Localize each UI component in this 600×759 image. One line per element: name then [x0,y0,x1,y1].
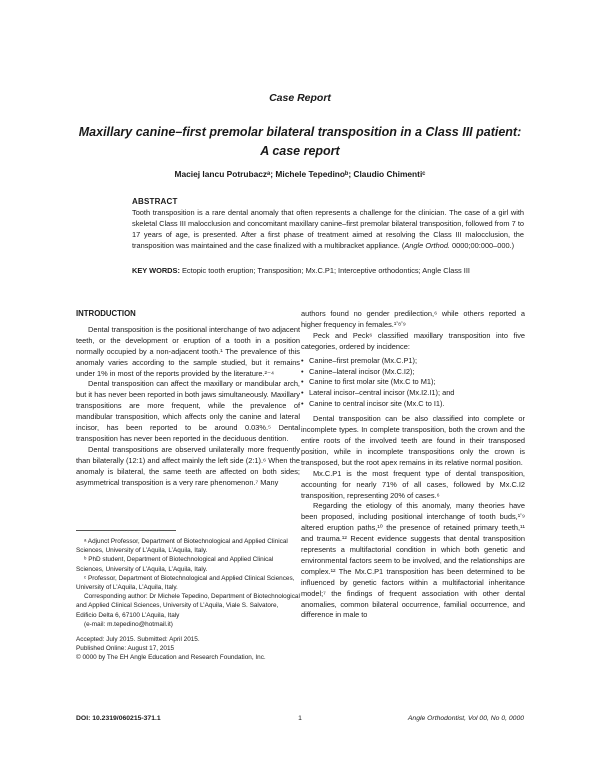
page-number: 1 [298,715,302,722]
doi: DOI: 10.2319/060215-371.1 [76,715,161,722]
list-item: • Canine to first molar site (Mx.C to M1); [301,377,525,388]
keywords [132,265,524,276]
abstract [132,196,524,251]
title-line-1: Maxillary canine–first premolar bilateral transposition in a Class III patient: [78,125,522,139]
list-item: • Canine–first premolar (Mx.C.P1); [301,356,525,367]
right-paragraph-4: Mx.C.P1 is the most frequent type of dental transposition, accounting for nearly 71% of all cases, followed by Mx.C.I2 transposition, representing 20% of cases.⁶ [301,468,525,500]
author-email: (e-mail: m.tepedino@hotmail.it) [84,620,173,628]
intro-paragraph-3: Dental transpositions are observed unilaterally more frequently than bilaterally (12:1) and affect mainly the left side (2:1).⁶ When the anomaly is bilateral, the same teeth are affected on both sides; asymmetrical transposition is a very rare phenomenon.⁷ Many [76,444,300,487]
right-paragraph-5: Regarding the etiology of this anomaly, many theories have been proposed, including positional interchange of tooth buds,¹ʼ⁹ altered eruption paths,¹⁰ the presence of retained primary teeth,¹¹ and trauma.¹² Recent evidence suggests that dental transposition represents a multifactorial condition in which both genetic and environmental factors seem to be involved, and the relationships are complex.¹² The Mx.C.P1 transposition has been determined to be influenced by genetic factors within a multifactorial inheritance model;⁷ the findings of frequent association with other dental anomalies, common bilateral occurrence, familial occurrence, and difference in male to [301,501,525,620]
left-column [76,309,300,489]
journal-citation: Angle Orthodontist, Vol 00, No 0, 0000 [407,715,524,722]
intro-paragraph-1: Dental transposition is the positional interchange of two adjacent teeth, or the development or eruption of a tooth in a position normally occupied by a non-adjacent tooth.¹ The prevalence of this anomaly varies according to the sample studied, but it remains under 1% in most of the reports provided by the literature.²⁻⁴ [76,324,300,378]
introduction-heading: INTRODUCTION [76,309,136,318]
published-date: Published Online: August 17, 2015 [76,645,175,653]
section-label: Case Report [269,92,331,104]
accepted-date: Accepted: July 2015. Submitted: April 2015. [76,636,200,644]
intro-paragraph-2: Dental transposition can affect the maxillary or mandibular arch, but it has never been reported in both jaws simultaneously. Maxillary transpositions are more frequent, while the prevalence of mandibular transposition, which affects only the canine and lateral incisor, has been reported to be around 0.03%.⁵ Dental transposition has never been reported in the deciduous dentition. [76,379,300,443]
footnote-divider [76,530,176,531]
right-column [301,309,525,621]
right-paragraph-3: Dental transposition can be also classified into complete or incomplete types. In complete transposition, both the crown and the entire roots of the involved teeth are found in their transposed position, while in incomplete transpositions only the crown is transposed, but the root apex remains in its relative normal position. [301,414,525,467]
corresponding-author: Corresponding author: Dr Michele Tepedino, Department of Biotechnological and Applied Clinical Sciences, University of L’Aquila, Viale S. Salvatore, Edificio Delta 6, 67100 L’Aquila, Italy [76,593,300,619]
right-paragraph-2: Peck and Peck⁶ classified maxillary transposition into five categories, ordered by incidence: [301,330,525,351]
list-item: • Lateral incisor–central incisor (Mx.I2.I1); and [301,388,525,399]
keywords-text: Ectopic tooth eruption; Transposition; Mx.C.P1; Interceptive orthodontics; Angle Class III [179,266,470,275]
footnote-a: ᵃ Adjunct Professor, Department of Biotechnological and Applied Clinical Sciences, University of L’Aquila, L’Aquila, Italy. [76,538,288,555]
abstract-journal-ref: Angle Orthod. [404,241,450,250]
keywords-label: KEY WORDS: [132,266,180,275]
author-list: Maciej Iancu Potrubaczᵃ; Michele Tepedinoᵇ; Claudio Chimentiᶜ [174,169,426,179]
copyright: © 0000 by The EH Angle Education and Research Foundation, Inc. [76,654,266,662]
footnote-c: ᶜ Professor, Department of Biotechnological and Applied Clinical Sciences, University of L’Aquila, L’Aquila, Italy. [76,574,295,592]
footnote-b: ᵇ PhD student, Department of Biotechnological and Applied Clinical Sciences, University of L’Aquila, L’Aquila, Italy. [76,556,274,573]
abstract-journal-tail: 0000;00:000–000.) [449,241,515,250]
right-paragraph-1: authors found no gender predilection,⁶ while others reported a higher frequency in females.¹ʼ⁸ʼ⁹ [301,309,525,329]
abstract-text: Tooth transposition is a rare dental anomaly that often represents a challenge for the clinician. The case of a girl with skeletal Class III malocclusion and concomitant maxillary canine–first premolar bilateral transposition, followed from 7 to 17 years of age, is presented. After a first phase of treatment aimed at resolving the Class III malocclusion, the transposition was maintained and the case finalized with a multibracket appliance. ( [132,208,524,250]
list-item: • Canine–lateral incisor (Mx.C.I2); [301,367,525,378]
list-item: • Canine to central incisor site (Mx.C to I1). [301,399,525,410]
transposition-categories-list [301,356,525,411]
title-line-2: A case report [260,144,340,158]
abstract-heading: ABSTRACT [132,197,178,206]
article-title [70,123,530,161]
footnotes [76,537,300,663]
